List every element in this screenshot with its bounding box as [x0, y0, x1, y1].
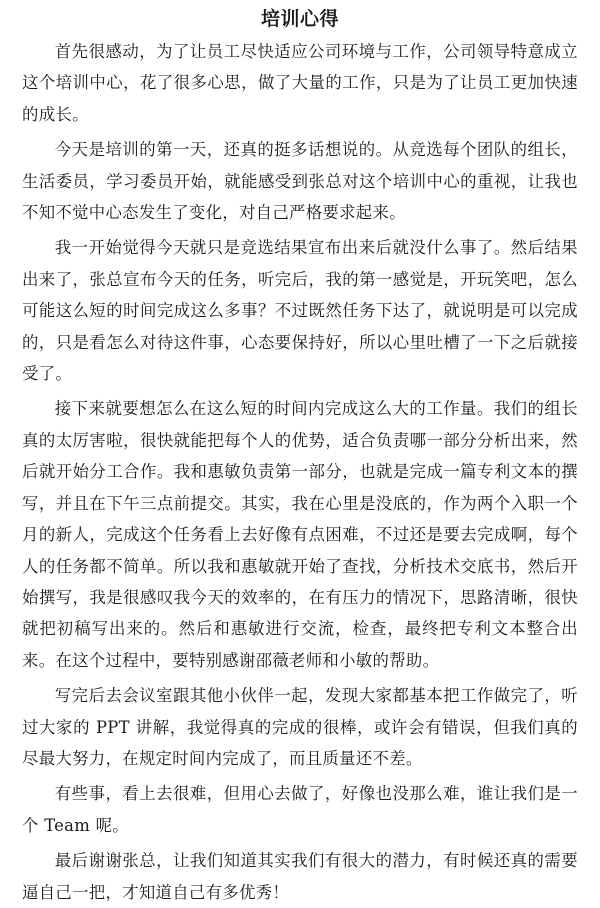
document-title: 培训心得 — [260, 8, 339, 30]
paragraph-1: 首先很感动，为了让员工尽快适应公司环境与工作，公司领导特意成立这个培训中心，花了很多心思，做了大量的工作，只是为了让员工更加快速的成长。 — [22, 42, 578, 124]
paragraph-4: 接下来就要想怎么在这么短的时间内完成这么大的工作量。我们的组长真的太厉害啦，很快就能把每个人的优势，适合负责哪一部分分析出来，然后就开始分工合作。我和惠敏负责第一部分，也就是完成一篇专利文本的撰写，并且在下午三点前提交。其实，我在心里是没底的，作为两个入职一个月的新人，完成这个任务看上去好像有点困难，不过还是要去完成啊，每个人的任务都不简单。所以我和惠敏就开始了查找，分析技术交底书，然后开始撰写，我是很感叹我今天的效率的，在有压力的情况下，思路清晰，很快就把初稿写出来的。然后和惠敏进行交流，检查，最终把专利文本整合出来。在这个过程中，要特别感谢邵薇老师和小敏的帮助。 — [22, 399, 578, 670]
paragraph-6: 有些事，看上去很难，但用心去做了，好像也没那么难，谁让我们是一个 Team 呢。 — [22, 784, 578, 835]
paragraph-7: 最后谢谢张总，让我们知道其实我们有很大的潜力，有时候还真的需要逼自己一把，才知道自己有多优秀！ — [22, 851, 578, 902]
paragraph-5: 写完后去会议室跟其他小伙伴一起，发现大家都基本把工作做完了，听过大家的 PPT 讲解，我觉得真的完成的很棒，或许会有错误，但我们真的尽最大努力，在规定时间内完成了，而且质量还不差。 — [22, 686, 578, 768]
paragraph-2: 今天是培训的第一天，还真的挺多话想说的。从竞选每个团队的组长，生活委员，学习委员开始，就能感受到张总对这个培训中心的重视，让我也不知不觉中心态发生了变化，对自己严格要求起来。 — [22, 140, 578, 223]
paragraph-3: 我一开始觉得今天就只是竞选结果宣布出来后就没什么事了。然后结果出来了，张总宣布今天的任务，听完后，我的第一感觉是，开玩笑吧，怎么可能这么短的时间完成这么多事？不过既然任务下达了，就说明是可以完成的，只是看怎么对待这件事，心态要保持好，所以心里吐槽了一下之后就接受了。 — [22, 238, 578, 384]
